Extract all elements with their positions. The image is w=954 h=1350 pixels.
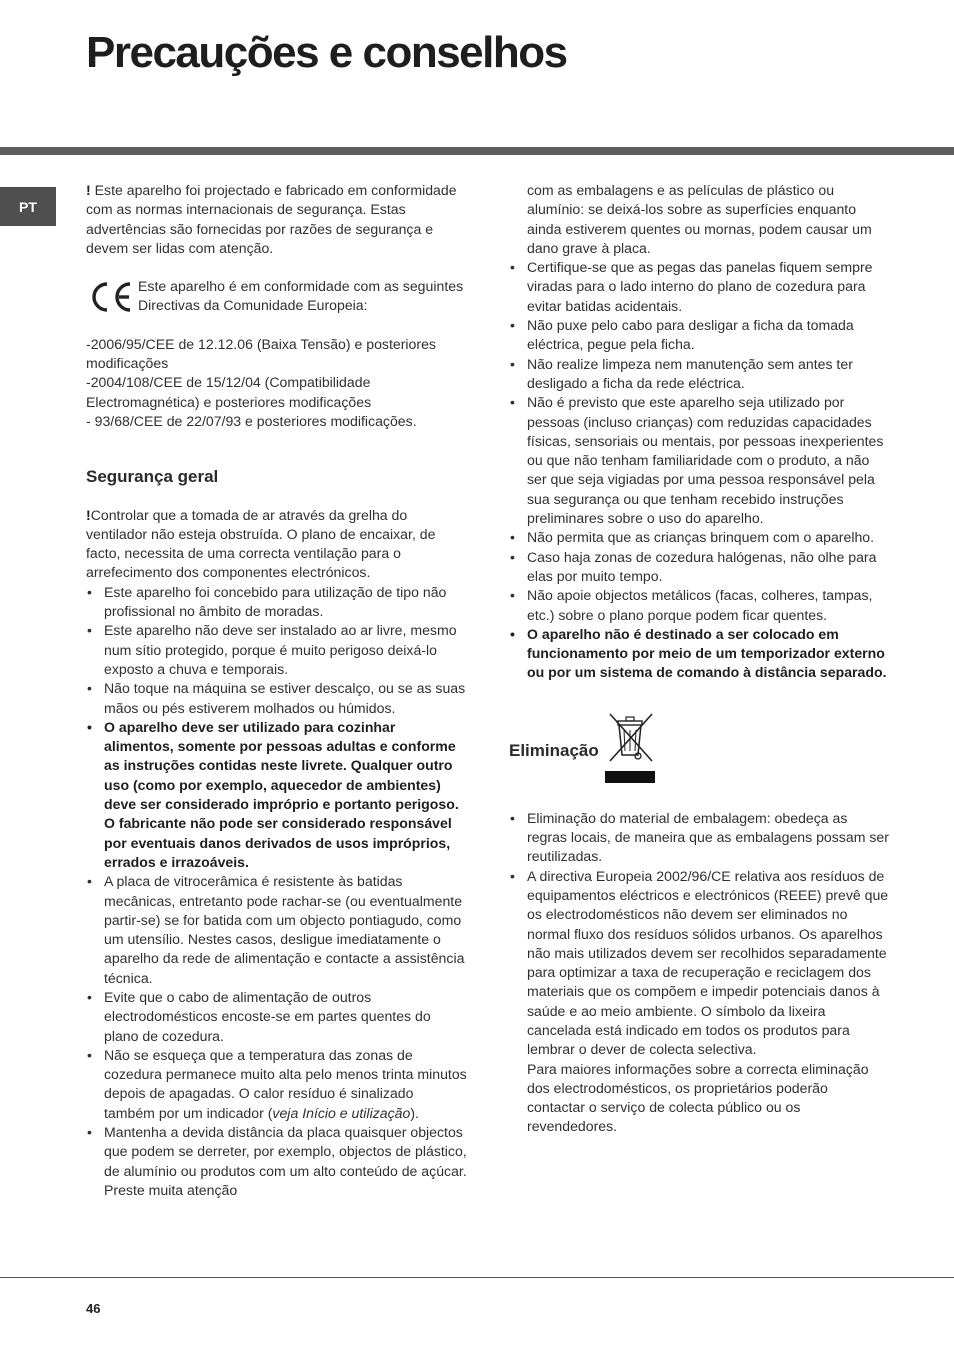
list-item: • Evite que o cabo de alimentação de outros electrodomésticos encoste-se em partes quentes do plano de cozedura. bbox=[86, 988, 468, 1046]
footer-rule bbox=[0, 1277, 954, 1278]
right-column bbox=[509, 181, 889, 1137]
list-item: • O aparelho não é destinado a ser colocado em funcionamento por meio de um temporizador externo ou por um sistema de comando à distância separado. bbox=[509, 625, 889, 683]
safety-list-continued bbox=[509, 258, 889, 683]
list-item: • Caso haja zonas de cozedura halógenas, não olhe para elas por muito tempo. bbox=[509, 548, 889, 587]
safety-list bbox=[86, 583, 468, 1201]
list-item: • Não puxe pelo cabo para desligar a ficha da tomada eléctrica, pegue pela ficha. bbox=[509, 316, 889, 355]
list-item: • Não apoie objectos metálicos (facas, colheres, tampas, etc.) sobre o plano porque podem ficar quentes. bbox=[509, 586, 889, 625]
warning-mark: ! bbox=[86, 182, 91, 198]
list-item: • Mantenha a devida distância da placa quaisquer objectos que podem se derreter, por exemplo, objectos de plástico, de alumínio ou produtos com um alto conteúdo de açúcar. Preste muita atenção bbox=[86, 1123, 468, 1200]
list-item: • A placa de vitrocerâmica é resistente às batidas mecânicas, entretanto pode rachar-se (ou eventualmente partir-se) se for batida com um objecto pontiagudo, como um utensílio. Nestes casos, desligue imediatamente o aparelho da rede de alimentação e contacte a assistência técnica. bbox=[86, 872, 468, 988]
disposal-header bbox=[509, 711, 889, 789]
list-item: • Certifique-se que as pegas das panelas fiquem sempre viradas para o lado interno do plano de cozedura para evitar batidas acidentais. bbox=[509, 258, 889, 316]
disposal-heading: Eliminação bbox=[509, 740, 599, 760]
page-title: Precauções e conselhos bbox=[86, 28, 567, 77]
language-tab: PT bbox=[0, 187, 56, 226]
directive-3: - 93/68/CEE de 22/07/93 e posteriores modificações. bbox=[86, 412, 417, 429]
list-item: • Este aparelho não deve ser instalado ao ar livre, mesmo num sítio protegido, porque é muito perigoso deixá-lo exposto a chuva e temporais. bbox=[86, 621, 468, 679]
disposal-list bbox=[509, 809, 889, 1137]
list-item: • Eliminação do material de embalagem: obedeça as regras locais, de maneira que as embalagens possam ser reutilizadas. bbox=[509, 809, 889, 867]
list-item: • Não realize limpeza nem manutenção sem antes ter desligado a ficha da rede eléctrica. bbox=[509, 355, 889, 394]
intro-paragraph: ! Este aparelho foi projectado e fabricado em conformidade com as normas internacionais de segurança. Estas advertências são fornecidas por razões de segurança e devem ser lidas com atenção. bbox=[86, 182, 457, 256]
continued-text: com as embalagens e as películas de plástico ou alumínio: se deixá-los sobre as superfícies enquanto ainda estiverem quentes ou mornas, podem causar um dano grave à placa. bbox=[527, 182, 872, 256]
safety-intro: !Controlar que a tomada de ar através da grelha do ventilador não esteja obstruída. O plano de encaixar, de facto, necessita de uma correcta ventilação para o arrefecimento dos componentes electrónicos. bbox=[86, 506, 436, 581]
ce-mark-icon bbox=[86, 279, 138, 315]
ce-text: Este aparelho é em conformidade com as seguintes Directivas da Comunidade Europeia: bbox=[138, 278, 464, 314]
directive-1: -2006/95/CEE de 12.12.06 (Baixa Tensão) e posteriores modificações bbox=[86, 335, 436, 372]
directive-2: -2004/108/CEE de 15/12/04 (Compatibilidade Electromagnética) e posteriores modificações bbox=[86, 374, 372, 410]
safety-heading: Segurança geral bbox=[86, 467, 219, 487]
list-item: • Não se esqueça que a temperatura das zonas de cozedura permanece muito alta pelo menos trinta minutos depois de apagadas. O calor resíduo é sinalizado também por um indicador (veja Início e utilização). bbox=[86, 1046, 468, 1123]
page-number: 46 bbox=[86, 1301, 101, 1316]
list-item: • O aparelho deve ser utilizado para cozinhar alimentos, somente por pessoas adultas e conforme as instruções contidas neste livrete. Qualquer outro uso (como por exemplo, aquecedor de ambientes) deve ser considerado impróprio e portanto perigoso. O fabricante não pode ser considerado responsável por eventuais danos derivados de usos impróprios, errados e irrazoáveis. bbox=[86, 718, 468, 872]
ce-conformity bbox=[86, 277, 468, 316]
list-item: • Não é previsto que este aparelho seja utilizado por pessoas (incluso crianças) com reduzidas capacidades físicas, sensoriais ou mentais, por pessoas inexperientes ou que não tenham familiaridade com o produto, a não ser que seja vigiadas por uma pessoa responsável pela sua segurança ou que tenham recebido instruções preliminares sobre o uso do aparelho. bbox=[509, 393, 889, 528]
list-item: • Não toque na máquina se estiver descalço, ou se as suas mãos ou pés estiverem molhados ou húmidos. bbox=[86, 679, 468, 718]
list-item: • Não permita que as crianças brinquem com o aparelho. bbox=[509, 528, 889, 547]
warning-mark: ! bbox=[86, 506, 91, 523]
header-rule bbox=[0, 147, 954, 155]
left-column bbox=[86, 181, 468, 1200]
list-item: • Este aparelho foi concebido para utilização de tipo não profissional no âmbito de moradas. bbox=[86, 583, 468, 622]
crossed-bin-icon bbox=[602, 711, 658, 789]
list-item: • A directiva Europeia 2002/96/CE relativa aos resíduos de equipamentos eléctricos e electrónicos (REEE) prevê que os electrodomésticos não devem ser eliminados no normal fluxo dos resíduos sólidos urbanos. Os aparelhos não mais utilizados devem ser recolhidos separadamente para optimizar a taxa de recuperação e reciclagem dos materiais que os compõem e impedir potenciais danos à saúde e ao meio ambiente. O símbolo da lixeira cancelada está indicado em todos os produtos para lembrar o dever de colecta selectiva. Para maiores informações sobre a correcta eliminação dos electrodomésticos, os proprietários poderão contactar o serviço de colecta público ou os revendedores. bbox=[509, 867, 889, 1137]
